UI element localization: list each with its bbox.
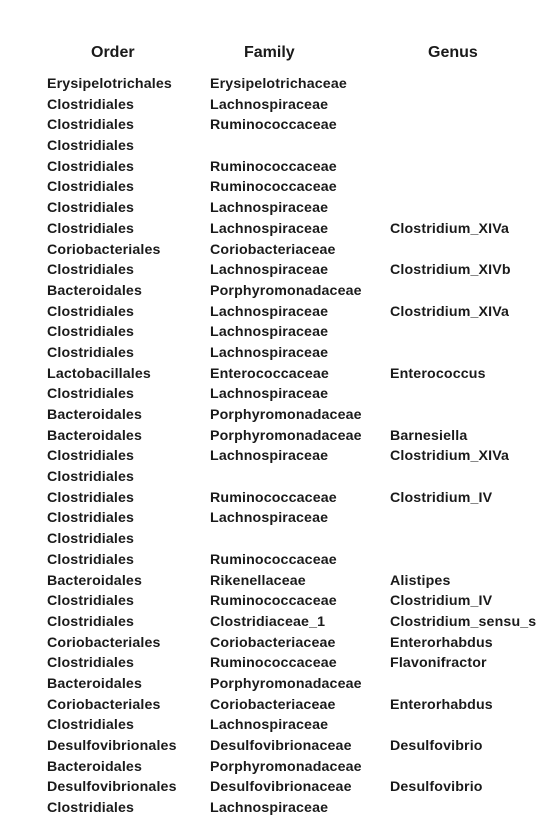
- cell-order: Clostridiales: [47, 200, 135, 217]
- cell-family: Clostridiaceae_1: [210, 613, 326, 630]
- cell-order: Desulfovibrionales: [47, 779, 177, 796]
- table-row: [0, 715, 551, 736]
- table-row: [0, 115, 551, 136]
- cell-order: Clostridiales: [47, 531, 135, 548]
- table-row: [0, 508, 551, 529]
- table-row: [0, 757, 551, 778]
- cell-order: Clostridiales: [47, 800, 135, 817]
- cell-order: Clostridiales: [47, 262, 135, 279]
- table-row: [0, 343, 551, 364]
- cell-family: Lachnospiraceae: [210, 717, 329, 734]
- cell-family: Lachnospiraceae: [210, 448, 329, 465]
- table-row: [0, 571, 551, 592]
- table-row: [0, 736, 551, 757]
- cell-order: Clostridiales: [47, 448, 135, 465]
- cell-order: Erysipelotrichales: [47, 76, 172, 92]
- cell-family: Enterococcaceae: [210, 365, 329, 382]
- cell-family: Lachnospiraceae: [210, 800, 329, 817]
- cell-family: Lachnospiraceae: [210, 344, 329, 361]
- header-family: Family: [244, 44, 295, 61]
- cell-family: Ruminococcaceae: [210, 551, 337, 568]
- cell-genus: Flavonifractor: [390, 655, 487, 672]
- cell-family: Porphyromonadaceae: [210, 427, 362, 444]
- cell-order: Clostridiales: [47, 489, 135, 506]
- cell-family: Erysipelotrichaceae: [210, 76, 347, 92]
- cell-family: Lachnospiraceae: [210, 386, 329, 403]
- table-row: [0, 322, 551, 343]
- table-header: [0, 44, 551, 66]
- cell-family: Lachnospiraceae: [210, 96, 329, 113]
- cell-order: Clostridiales: [47, 655, 135, 672]
- table-row: [0, 612, 551, 633]
- cell-family: Porphyromonadaceae: [210, 675, 362, 692]
- cell-genus: Enterorhabdus: [390, 696, 493, 713]
- cell-order: Clostridiales: [47, 324, 135, 341]
- table-row: [0, 798, 551, 819]
- table-row: [0, 426, 551, 447]
- cell-order: Coriobacteriales: [47, 634, 161, 651]
- cell-order: Clostridiales: [47, 469, 135, 486]
- cell-family: Lachnospiraceae: [210, 510, 329, 527]
- table-row: [0, 281, 551, 302]
- cell-genus: Barnesiella: [390, 427, 468, 444]
- table-row: [0, 74, 551, 95]
- cell-order: Bacteroidales: [47, 758, 142, 775]
- cell-genus: Enterorhabdus: [390, 634, 493, 651]
- cell-order: Clostridiales: [47, 593, 135, 610]
- cell-family: Porphyromonadaceae: [210, 282, 362, 299]
- cell-order: Lactobacillales: [47, 365, 151, 382]
- cell-genus: Clostridium_XIVb: [390, 262, 511, 279]
- table-row: [0, 364, 551, 385]
- cell-genus: Desulfovibrio: [390, 738, 483, 754]
- table-row: [0, 157, 551, 178]
- cell-order: Clostridiales: [47, 158, 135, 175]
- table-row: [0, 653, 551, 674]
- cell-order: Coriobacteriales: [47, 241, 161, 258]
- cell-family: Ruminococcaceae: [210, 117, 337, 134]
- cell-order: Bacteroidales: [47, 282, 142, 299]
- cell-family: Lachnospiraceae: [210, 324, 329, 341]
- table-row: [0, 633, 551, 654]
- cell-order: Clostridiales: [47, 717, 135, 734]
- cell-genus: Enterococcus: [390, 365, 486, 382]
- cell-genus: Alistipes: [390, 572, 451, 589]
- cell-family: Coriobacteriaceae: [210, 241, 336, 258]
- cell-order: Clostridiales: [47, 344, 135, 361]
- table-row: [0, 591, 551, 612]
- table-row: [0, 219, 551, 240]
- cell-genus: Clostridium_XIVa: [390, 303, 510, 320]
- cell-family: Desulfovibrionaceae: [210, 738, 352, 754]
- table-row: [0, 446, 551, 467]
- cell-order: Clostridiales: [47, 613, 135, 630]
- header-genus: Genus: [428, 44, 478, 61]
- table-row: [0, 550, 551, 571]
- cell-order: Clostridiales: [47, 551, 135, 568]
- cell-order: Bacteroidales: [47, 407, 142, 423]
- table-row: [0, 488, 551, 509]
- cell-family: Lachnospiraceae: [210, 303, 329, 320]
- table-row: [0, 95, 551, 116]
- table-row: [0, 136, 551, 157]
- cell-order: Desulfovibrionales: [47, 738, 177, 754]
- cell-order: Clostridiales: [47, 386, 135, 403]
- table-row: [0, 384, 551, 405]
- cell-family: Ruminococcaceae: [210, 179, 337, 196]
- cell-order: Bacteroidales: [47, 675, 142, 692]
- cell-family: Porphyromonadaceae: [210, 407, 362, 423]
- cell-genus: Clostridium_XIVa: [390, 448, 510, 465]
- cell-order: Clostridiales: [47, 117, 135, 134]
- cell-family: Desulfovibrionaceae: [210, 779, 352, 796]
- cell-family: Porphyromonadaceae: [210, 758, 362, 775]
- cell-order: Bacteroidales: [47, 572, 142, 589]
- cell-order: Clostridiales: [47, 96, 135, 113]
- cell-order: Clostridiales: [47, 179, 135, 196]
- cell-order: Clostridiales: [47, 303, 135, 320]
- cell-family: Ruminococcaceae: [210, 158, 337, 175]
- table-row: [0, 405, 551, 426]
- table-row: [0, 467, 551, 488]
- table-row: [0, 674, 551, 695]
- cell-family: Ruminococcaceae: [210, 593, 337, 610]
- cell-order: Bacteroidales: [47, 427, 142, 444]
- cell-family: Lachnospiraceae: [210, 220, 329, 237]
- table-row: [0, 240, 551, 261]
- cell-family: Ruminococcaceae: [210, 489, 337, 506]
- table-row: [0, 695, 551, 716]
- cell-genus: Desulfovibrio: [390, 779, 483, 796]
- header-order: Order: [91, 44, 135, 61]
- cell-order: Clostridiales: [47, 138, 135, 155]
- cell-family: Rikenellaceae: [210, 572, 306, 589]
- cell-order: Clostridiales: [47, 220, 135, 237]
- cell-genus: Clostridium_XIVa: [390, 220, 510, 237]
- table-body: [0, 74, 551, 819]
- cell-family: Coriobacteriaceae: [210, 696, 336, 713]
- cell-family: Lachnospiraceae: [210, 262, 329, 279]
- table-row: [0, 529, 551, 550]
- table-row: [0, 777, 551, 798]
- cell-genus: Clostridium_sensu_s: [390, 613, 537, 630]
- table-row: [0, 260, 551, 281]
- cell-family: Ruminococcaceae: [210, 655, 337, 672]
- table-row: [0, 177, 551, 198]
- table-row: [0, 302, 551, 323]
- cell-genus: Clostridium_IV: [390, 593, 493, 610]
- cell-genus: Clostridium_IV: [390, 489, 493, 506]
- cell-family: Coriobacteriaceae: [210, 634, 336, 651]
- cell-order: Clostridiales: [47, 510, 135, 527]
- cell-order: Coriobacteriales: [47, 696, 161, 713]
- table-row: [0, 198, 551, 219]
- cell-family: Lachnospiraceae: [210, 200, 329, 217]
